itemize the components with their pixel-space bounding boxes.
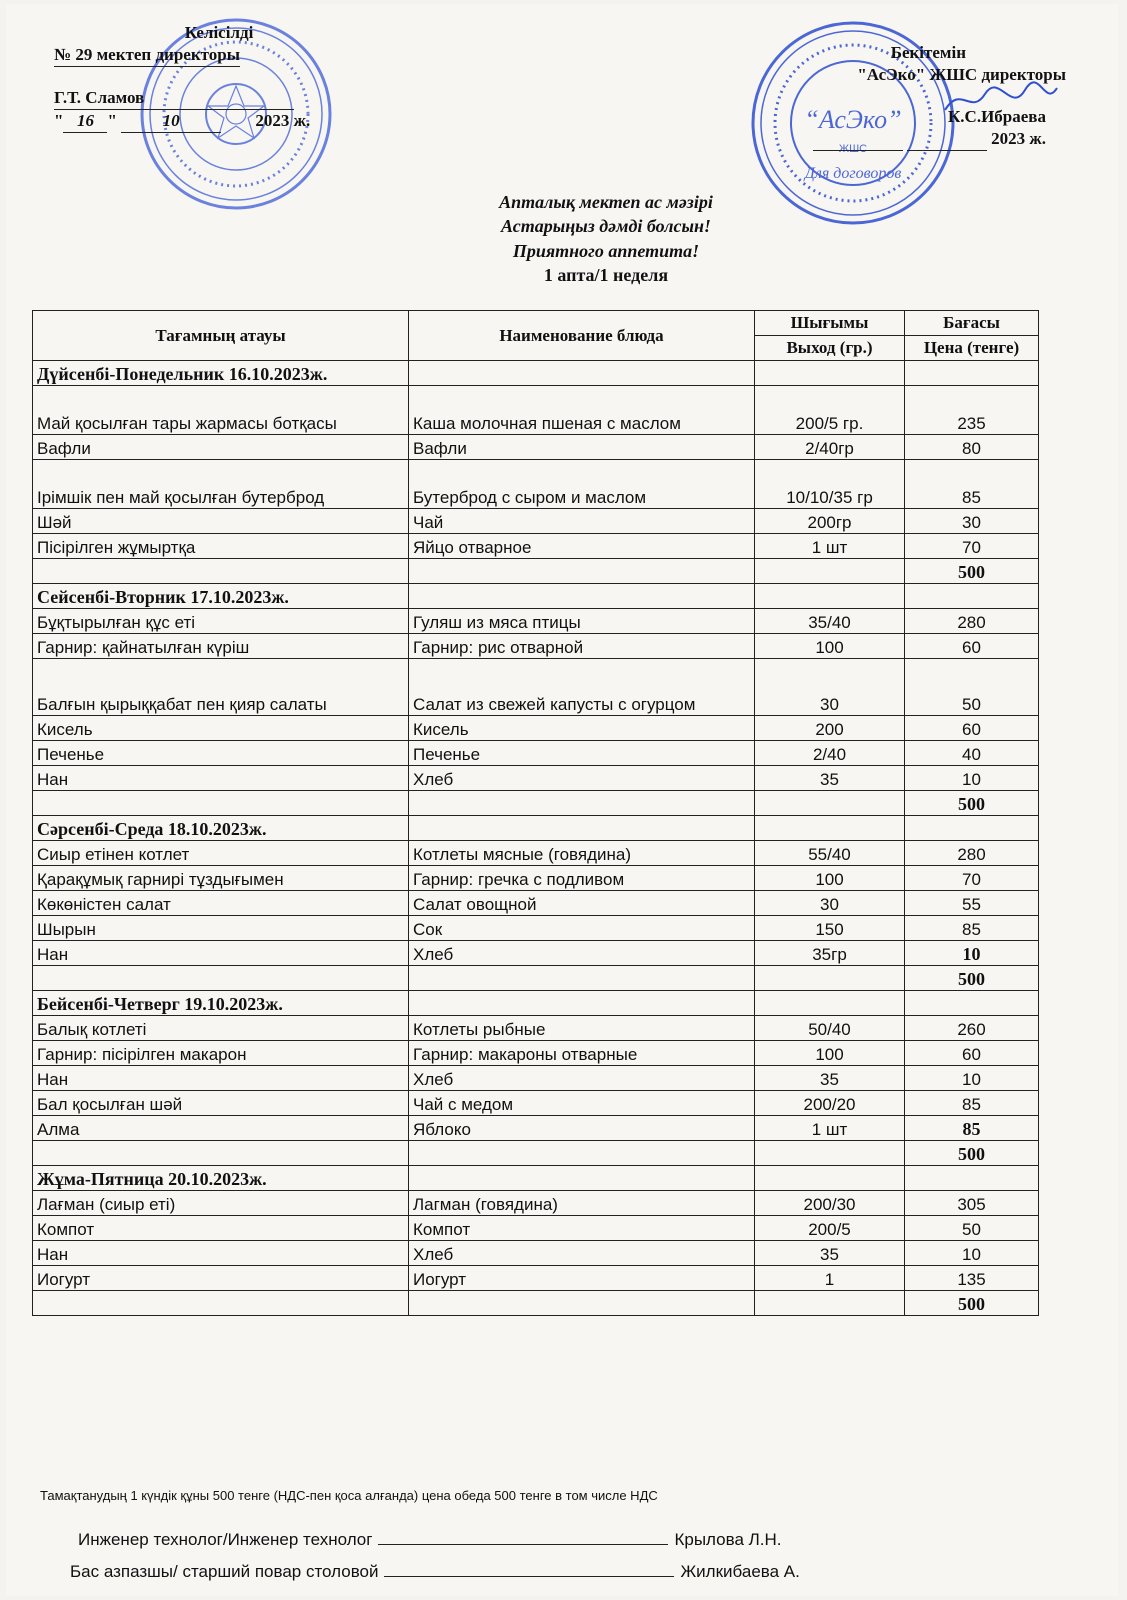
empty-cell <box>755 361 905 386</box>
total-row <box>33 1291 1039 1316</box>
table-row <box>33 634 1039 659</box>
dish-name-kz: Нан <box>33 941 409 966</box>
table-row <box>33 941 1039 966</box>
dish-name-ru: Гарнир: рис отварной <box>409 634 755 659</box>
table-row <box>33 866 1039 891</box>
dish-name-kz: Бұқтырылған құс еті <box>33 609 409 634</box>
dish-output: 55/40 <box>755 841 905 866</box>
dish-output: 30 <box>755 659 905 716</box>
dish-name-kz: Нан <box>33 1066 409 1091</box>
dish-output: 100 <box>755 1041 905 1066</box>
menu-table <box>32 310 1039 1316</box>
dish-output: 35/40 <box>755 609 905 634</box>
approval-block-right <box>786 42 1086 151</box>
table-row <box>33 509 1039 534</box>
dish-price: 80 <box>905 435 1039 460</box>
dish-price: 55 <box>905 891 1039 916</box>
dish-name-kz: Шырын <box>33 916 409 941</box>
header-price-kz: Бағасы <box>905 311 1039 336</box>
header-price-ru: Цена (тенге) <box>905 336 1039 361</box>
dish-price: 60 <box>905 634 1039 659</box>
dish-price: 10 <box>905 1066 1039 1091</box>
empty-cell <box>905 584 1039 609</box>
dish-output: 200/5 <box>755 1216 905 1241</box>
dish-name-kz: Гарнир: пісірілген макарон <box>33 1041 409 1066</box>
dish-price: 60 <box>905 716 1039 741</box>
day-label: Бейсенбі-Четверг 19.10.2023ж. <box>33 991 409 1016</box>
table-row <box>33 1266 1039 1291</box>
dish-name-kz: Гарнир: қайнатылған күріш <box>33 634 409 659</box>
approval-left-title: Келісілді <box>184 23 254 42</box>
dish-price: 40 <box>905 741 1039 766</box>
dish-name-kz: Кисель <box>33 716 409 741</box>
dish-price: 60 <box>905 1041 1039 1066</box>
dish-price: 85 <box>905 916 1039 941</box>
empty-cell <box>409 1166 755 1191</box>
dish-price: 10 <box>905 1241 1039 1266</box>
dish-output: 200гр <box>755 509 905 534</box>
approval-block-left: Келісілді № 29 мектеп директоры Г.Т. Сламов " 16 " 10 2023 ж. <box>54 22 344 133</box>
approval-left-day: 16 <box>63 110 107 133</box>
approval-left-year: 2023 ж. <box>255 111 311 131</box>
dish-name-ru: Иогурт <box>409 1266 755 1291</box>
empty-cell <box>755 1291 905 1316</box>
dish-name-kz: Сиыр етінен котлет <box>33 841 409 866</box>
day-row <box>33 1166 1039 1191</box>
dish-price: 85 <box>905 460 1039 509</box>
title-line-4: 1 апта/1 неделя <box>543 264 669 285</box>
empty-cell <box>33 1141 409 1166</box>
day-row <box>33 584 1039 609</box>
dish-price: 85 <box>905 1116 1039 1141</box>
total-row <box>33 559 1039 584</box>
empty-cell <box>905 816 1039 841</box>
dish-price: 260 <box>905 1016 1039 1041</box>
table-row <box>33 716 1039 741</box>
empty-cell <box>33 1291 409 1316</box>
total-row <box>33 966 1039 991</box>
table-row <box>33 1116 1039 1141</box>
table-row <box>33 1066 1039 1091</box>
sig1-name: Крылова Л.Н. <box>674 1530 782 1549</box>
dish-name-kz: Печенье <box>33 741 409 766</box>
dish-output: 150 <box>755 916 905 941</box>
dish-name-ru: Гуляш из мяса птицы <box>409 609 755 634</box>
dish-name-kz: Нан <box>33 766 409 791</box>
day-label: Жұма-Пятница 20.10.2023ж. <box>33 1166 409 1191</box>
dish-name-kz: Вафли <box>33 435 409 460</box>
approval-right-year: 2023 ж. <box>991 129 1046 149</box>
empty-cell <box>755 991 905 1016</box>
dish-price: 235 <box>905 386 1039 435</box>
table-row <box>33 386 1039 435</box>
empty-cell <box>409 966 755 991</box>
dish-name-kz: Алма <box>33 1116 409 1141</box>
dish-price: 30 <box>905 509 1039 534</box>
table-row <box>33 841 1039 866</box>
dish-name-ru: Яблоко <box>409 1116 755 1141</box>
header-name-ru: Наименование блюда <box>409 311 755 361</box>
dish-name-ru: Лагман (говядина) <box>409 1191 755 1216</box>
total-row <box>33 791 1039 816</box>
header-out-kz: Шығымы <box>755 311 905 336</box>
dish-output: 100 <box>755 634 905 659</box>
dish-name-ru: Хлеб <box>409 1066 755 1091</box>
dish-output: 35 <box>755 766 905 791</box>
table-row <box>33 659 1039 716</box>
table-row <box>33 609 1039 634</box>
dish-price: 85 <box>905 1091 1039 1116</box>
table-row <box>33 891 1039 916</box>
dish-name-kz: Балғын қырыққабат пен қияр салаты <box>33 659 409 716</box>
day-label: Сәрсенбі-Среда 18.10.2023ж. <box>33 816 409 841</box>
table-row <box>33 741 1039 766</box>
empty-cell <box>755 816 905 841</box>
dish-price: 280 <box>905 841 1039 866</box>
dish-name-ru: Компот <box>409 1216 755 1241</box>
dish-price: 50 <box>905 659 1039 716</box>
dish-output: 200 <box>755 716 905 741</box>
dish-name-kz: Иогурт <box>33 1266 409 1291</box>
sig2-label: Бас азпазшы/ старший повар столовой <box>70 1562 379 1581</box>
dish-output: 35гр <box>755 941 905 966</box>
dish-name-kz: Балық котлеті <box>33 1016 409 1041</box>
empty-cell <box>33 966 409 991</box>
approval-right-name: К.С.Ибраева <box>947 107 1046 127</box>
table-row <box>33 1091 1039 1116</box>
sig1-label: Инженер технолог/Инженер технолог <box>78 1530 373 1549</box>
dish-output: 2/40 <box>755 741 905 766</box>
header-name-kz: Тағамның атауы <box>33 311 409 361</box>
dish-price: 10 <box>905 941 1039 966</box>
title-line-3: Приятного аппетита! <box>512 240 700 261</box>
title-line-2: Астарыңыз дәмді болсын! <box>501 216 711 237</box>
dish-name-ru: Хлеб <box>409 1241 755 1266</box>
price-note: Тамақтанудың 1 күндік құны 500 тенге (НДС-пен қоса алғанда) цена обеда 500 тенге в том числе НДС <box>40 1488 658 1503</box>
dish-name-ru: Хлеб <box>409 766 755 791</box>
dish-name-kz: Лағман (сиыр еті) <box>33 1191 409 1216</box>
dish-name-ru: Котлеты рыбные <box>409 1016 755 1041</box>
dish-output: 2/40гр <box>755 435 905 460</box>
table-row <box>33 1216 1039 1241</box>
empty-cell <box>905 1166 1039 1191</box>
dish-name-kz: Ірімшік пен май қосылған бутерброд <box>33 460 409 509</box>
dish-output: 35 <box>755 1241 905 1266</box>
empty-cell <box>33 791 409 816</box>
dish-name-ru: Салат из свежей капусты с огурцом <box>409 659 755 716</box>
table-row <box>33 1016 1039 1041</box>
empty-cell <box>755 966 905 991</box>
day-row <box>33 991 1039 1016</box>
dish-name-ru: Вафли <box>409 435 755 460</box>
dish-name-ru: Чай с медом <box>409 1091 755 1116</box>
empty-cell <box>409 584 755 609</box>
day-total: 500 <box>905 966 1039 991</box>
day-total: 500 <box>905 1291 1039 1316</box>
dish-name-kz: Шәй <box>33 509 409 534</box>
dish-output: 200/5 гр. <box>755 386 905 435</box>
day-total: 500 <box>905 559 1039 584</box>
dish-price: 135 <box>905 1266 1039 1291</box>
dish-name-ru: Бутерброд с сыром и маслом <box>409 460 755 509</box>
dish-price: 70 <box>905 534 1039 559</box>
document-page <box>6 4 1118 1596</box>
day-label: Сейсенбі-Вторник 17.10.2023ж. <box>33 584 409 609</box>
dish-output: 1 <box>755 1266 905 1291</box>
empty-cell <box>409 1291 755 1316</box>
dish-output: 100 <box>755 866 905 891</box>
empty-cell <box>33 559 409 584</box>
dish-name-ru: Гарнир: макароны отварные <box>409 1041 755 1066</box>
table-row <box>33 1191 1039 1216</box>
dish-price: 50 <box>905 1216 1039 1241</box>
dish-name-kz: Қарақұмық гарнирі тұздығымен <box>33 866 409 891</box>
dish-name-kz: Нан <box>33 1241 409 1266</box>
empty-cell <box>409 991 755 1016</box>
dish-output: 10/10/35 гр <box>755 460 905 509</box>
day-row <box>33 816 1039 841</box>
dish-name-kz: Май қосылған тары жармасы ботқасы <box>33 386 409 435</box>
table-row <box>33 435 1039 460</box>
empty-cell <box>905 991 1039 1016</box>
total-row <box>33 1141 1039 1166</box>
dish-output: 200/20 <box>755 1091 905 1116</box>
dish-name-ru: Хлеб <box>409 941 755 966</box>
empty-cell <box>755 584 905 609</box>
dish-name-ru: Котлеты мясные (говядина) <box>409 841 755 866</box>
empty-cell <box>755 559 905 584</box>
dish-name-kz: Пісірілген жұмыртқа <box>33 534 409 559</box>
dish-output: 35 <box>755 1066 905 1091</box>
empty-cell <box>905 361 1039 386</box>
dish-output: 30 <box>755 891 905 916</box>
dish-output: 1 шт <box>755 1116 905 1141</box>
table-row <box>33 916 1039 941</box>
dish-name-kz: Бал қосылған шәй <box>33 1091 409 1116</box>
empty-cell <box>409 791 755 816</box>
table-row <box>33 1241 1039 1266</box>
dish-price: 305 <box>905 1191 1039 1216</box>
dish-name-ru: Яйцо отварное <box>409 534 755 559</box>
dish-output: 1 шт <box>755 534 905 559</box>
empty-cell <box>409 1141 755 1166</box>
empty-cell <box>409 361 755 386</box>
day-total: 500 <box>905 791 1039 816</box>
sig2-name: Жилкибаева А. <box>680 1562 800 1581</box>
approval-right-position: "АсЭко" ЖШС директоры <box>857 65 1066 85</box>
title-line-1: Апталық мектеп ас мәзірі <box>499 192 713 212</box>
dish-name-ru: Чай <box>409 509 755 534</box>
table-row <box>33 1041 1039 1066</box>
empty-cell <box>755 1166 905 1191</box>
dish-name-kz: Көкөністен салат <box>33 891 409 916</box>
seal-bottom-text: Для договоров <box>804 165 902 182</box>
seal-sub-text: ЖШС <box>838 143 868 155</box>
approval-left-position: № 29 мектеп директоры <box>54 44 240 67</box>
table-row <box>33 766 1039 791</box>
approval-right-title: Бекітемін <box>890 43 966 62</box>
dish-price: 280 <box>905 609 1039 634</box>
empty-cell <box>409 559 755 584</box>
dish-name-ru: Печенье <box>409 741 755 766</box>
seal-brand-text: “АсЭко” <box>804 105 902 134</box>
approval-left-month: 10 <box>121 110 221 133</box>
empty-cell <box>755 791 905 816</box>
dish-name-ru: Сок <box>409 916 755 941</box>
dish-name-ru: Гарнир: гречка с подливом <box>409 866 755 891</box>
dish-price: 10 <box>905 766 1039 791</box>
empty-cell <box>409 816 755 841</box>
header-out-ru: Выход (гр.) <box>755 336 905 361</box>
empty-cell <box>755 1141 905 1166</box>
dish-name-kz: Компот <box>33 1216 409 1241</box>
dish-output: 50/40 <box>755 1016 905 1041</box>
day-total: 500 <box>905 1141 1039 1166</box>
table-row <box>33 460 1039 509</box>
menu-titles <box>306 190 906 287</box>
approval-left-name: Г.Т. Сламов <box>54 87 294 110</box>
day-label: Дүйсенбі-Понедельник 16.10.2023ж. <box>33 361 409 386</box>
dish-name-ru: Кисель <box>409 716 755 741</box>
signature-row-technologist <box>78 1530 782 1550</box>
table-row <box>33 534 1039 559</box>
day-row <box>33 361 1039 386</box>
dish-price: 70 <box>905 866 1039 891</box>
dish-name-ru: Салат овощной <box>409 891 755 916</box>
dish-name-ru: Каша молочная пшеная с маслом <box>409 386 755 435</box>
signature-row-cook <box>70 1562 800 1582</box>
dish-output: 200/30 <box>755 1191 905 1216</box>
